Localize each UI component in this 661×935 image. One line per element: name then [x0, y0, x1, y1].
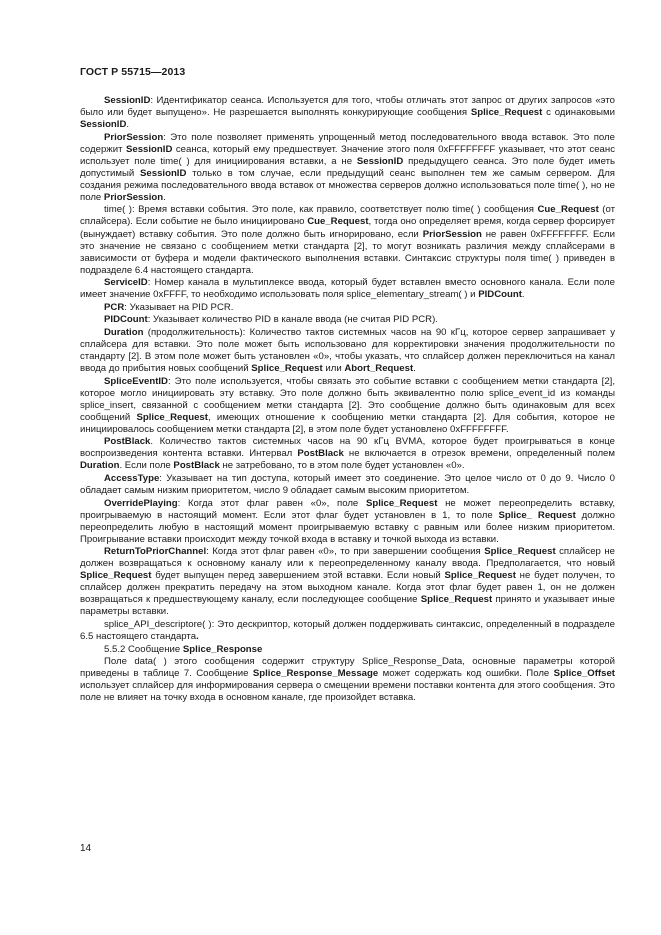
text-run: : Идентификатор сеанса. Используется для того, чтобы отличать этот запрос от других запросов «это было или будет выпущено». Не разрешается выполнять конкурирующие сообщения	[80, 95, 615, 119]
text-run: принято и указывает иные параметры вставки.	[80, 594, 615, 618]
text-run: предыдущего сеанса. Это поле будет иметь допустимый	[80, 155, 615, 179]
term: Splice_Request	[470, 107, 543, 119]
term: Abort_Request	[344, 363, 414, 375]
text-run: или	[322, 363, 345, 375]
text-run: , имеющих отношение к сообщению метки стандарта [2]. Для события, которое не инициировалось сообщением метки стандарта [2], в этом поле будет установлено 0xFFFFFFFF.	[80, 411, 615, 435]
text-run: , тогда оно определяет время, когда сервер форсирует (вынуждает) вставку события. Это поле должно быть игнорировано, если	[80, 216, 615, 240]
term: PriorSession	[103, 191, 164, 203]
paragraph	[80, 95, 615, 131]
paragraph	[80, 546, 615, 618]
paragraph	[80, 436, 615, 472]
text-run: не затребовано, то в этом поле будет установлен «0».	[219, 460, 465, 472]
paragraph	[80, 132, 615, 204]
term: PostBlack	[104, 436, 151, 448]
term: SessionID	[356, 155, 404, 167]
text-run: 5.5.2 Сообщение	[104, 643, 183, 655]
term: ServiceID	[104, 277, 148, 289]
text-run: (продолжительность): Количество тактов системных часов на 90 кГц, которое сервер запрашивает у сплайсера для вставки. Это поле может быть использовано для корректировки значения продолжительности по стандарту [2]. В этом поле может быть установлен «0», чтобы указать, что сплайсер должен переключиться на канал ввода до прибытия новых сообщений	[80, 326, 615, 375]
term: PIDCount	[104, 314, 148, 326]
text-run: будет выпущен перед завершением этой вставки. Если новый	[151, 570, 445, 582]
paragraph	[80, 204, 615, 276]
text-run: должно переопределить любую в настоящий момент проигрываемую вставку с равным или более низким приоритетом. Проигрывание вставки происходит между точкой входа в вставку и точкой выхода из вставки.	[80, 509, 615, 545]
text-run: Поле data( ) этого сообщения содержит структуру Splice_Response_Data, основные параметры которой приведены в таблице 7. Сообщение	[80, 656, 615, 680]
term: OverridePlaying	[104, 497, 178, 509]
text-run: с одинаковыми	[542, 107, 615, 119]
term: Splice_Request	[251, 363, 323, 375]
paragraph	[80, 314, 615, 326]
term: Splice_Request	[136, 411, 208, 423]
text-run: может содержать код ошибки. Поле	[378, 668, 554, 680]
term: Splice_Request	[80, 570, 152, 582]
text-run: : Номер канала в мультиплексе ввода, который будет вставлен вместо основного канала. Если поле имеет значение 0xFFFF, то необходимо использовать поля splice_elementary_stream( ) и	[80, 277, 615, 301]
term: SessionID	[104, 95, 151, 106]
term: PriorSession	[422, 228, 482, 240]
term: SessionID	[80, 119, 127, 131]
term: SessionID	[140, 167, 187, 179]
text-run: : Когда этот флаг равен «0», поле	[177, 497, 366, 509]
text-run: сплайсер не должен возвращаться к основному каналу или к переопределенному каналу ввода. Предполагается, что новый	[80, 546, 615, 570]
text-run: time( ): Время вставки события. Это поле, как правило, соответствует полю time( ) сообщения	[104, 204, 538, 216]
text-run: не включается в отрезок времени, определенный полем	[343, 448, 615, 460]
text-run: только в том случае, если предыдущий сеанс выполнен тем же самым сервером. Для создания режима последовательного ввода вставок от множества серверов должно использоваться поле time( ), но не поле	[80, 167, 615, 203]
term: Splice_Request	[420, 594, 493, 606]
paragraph	[80, 619, 615, 643]
term: Duration	[104, 326, 144, 338]
paragraph	[80, 656, 615, 704]
paragraph	[80, 498, 615, 546]
text-run: .	[413, 363, 416, 375]
text-run: : Указывает на PID PCR.	[124, 301, 234, 313]
term: SessionID	[125, 143, 173, 155]
paragraph	[80, 302, 615, 314]
text-run: (от сплайсера). Если событие не было инициировано	[80, 204, 615, 228]
text-run: : Указывает количество PID в канале ввода (не считая PID PCR).	[147, 314, 438, 326]
text-run: : Это поле позволяет применять упрощенный метод последовательного ввода вставок. Это поле содержит	[80, 131, 615, 155]
text-run: сеанса, который ему предшествует. Значение этого поля 0xFFFFFFFF указывает, что этот сеанс использует поле time( ) для инициирования вставки, а не	[80, 143, 615, 167]
text-run: не будет получен, то сплайсер должен прекратить передачу на этом выходном канале. Когда этот флаг будет равен 1, он не должен возвращаться к предшествующему каналу, если последующее сообщение	[80, 570, 615, 606]
term: PostBlack	[173, 460, 220, 472]
text-run: . Если поле	[119, 460, 174, 472]
paragraph	[80, 644, 615, 656]
term: Splice_Request	[444, 570, 516, 582]
term: Splice_Response_Message	[252, 668, 379, 680]
term: SpliceEventID	[104, 375, 168, 387]
page-number: 14	[80, 843, 92, 854]
text-run: не равен 0xFFFFFFFF. Если это значение не связано с сообщением метки стандарта [2], то могут возникать различия между сплайсерами в зависимости от буфера и модели фактического выполнения вставки. Синтаксис структуры поля time( ) приведен в подразделе 6.4 настоящего стандарта.	[80, 228, 616, 276]
term: Duration	[80, 460, 120, 472]
term: PriorSession	[104, 131, 164, 143]
text-run: .	[163, 191, 166, 203]
text-run: использует сплайсер для информирования сервера о смещении времени поставки контента для этого сообщения. Это поле не влияет на точку входа в основном канале, где произойдет вставка.	[80, 680, 615, 704]
paragraph	[80, 277, 615, 301]
term: PCR	[104, 301, 125, 313]
text-run: splice_API_descriptore( ): Это дескриптор, который должен поддерживать синтаксис, определенный в подразделе 6.5 настоящего стандарта	[80, 619, 615, 643]
paragraph	[80, 376, 615, 436]
term: .	[196, 631, 199, 643]
text-run: . Количество тактов системных часов на 90 кГц BVMA, которое будет проигрываться в конце воспроизведения контента вставки. Интервал	[80, 436, 615, 460]
term: Cue_Request	[307, 216, 369, 228]
document-body	[80, 95, 615, 705]
term: Splice_Request	[484, 546, 556, 558]
term: Splice_Request	[365, 497, 438, 509]
text-run: .	[126, 119, 130, 131]
paragraph	[80, 327, 615, 375]
term: PostBlack	[297, 448, 344, 460]
standard-header: ГОСТ Р 55715—2013	[80, 66, 186, 78]
text-run: : Указывает на тип доступа, который имеет это соединение. Это целое число от 0 до 9. Число 0 обладает самым низким приоритетом, число 9 обладает самым высоким приоритетом.	[80, 472, 615, 496]
text-run: не может переопределить вставку, проигрываемую в настоящий момент. Если этот флаг будет установлен в 1, то поле	[80, 497, 616, 521]
text-run: : Когда этот флаг равен «0», то при завершении сообщения	[206, 546, 485, 558]
term: AccessType	[104, 472, 160, 484]
term: ReturnToPriorChannel	[104, 546, 207, 558]
term: PIDCount	[478, 289, 522, 301]
text-run: .	[521, 289, 525, 301]
term: Splice_Response	[182, 643, 263, 655]
term: Splice_ Request	[498, 509, 576, 521]
text-run: : Это поле используется, чтобы связать это событие вставки с сообщением метки стандарта [2], которое могло инициировать эту вставку. Это поле должно быть эквивалентно полю splice_event_id из команды splice_insert, связанной с сообщением метки стандарта [2]. Это сообщение должно быть одинаковым для всех сообщений	[80, 375, 615, 423]
paragraph	[80, 473, 615, 497]
term: Cue_Request	[537, 204, 599, 216]
term: Splice_Offset	[553, 668, 615, 680]
